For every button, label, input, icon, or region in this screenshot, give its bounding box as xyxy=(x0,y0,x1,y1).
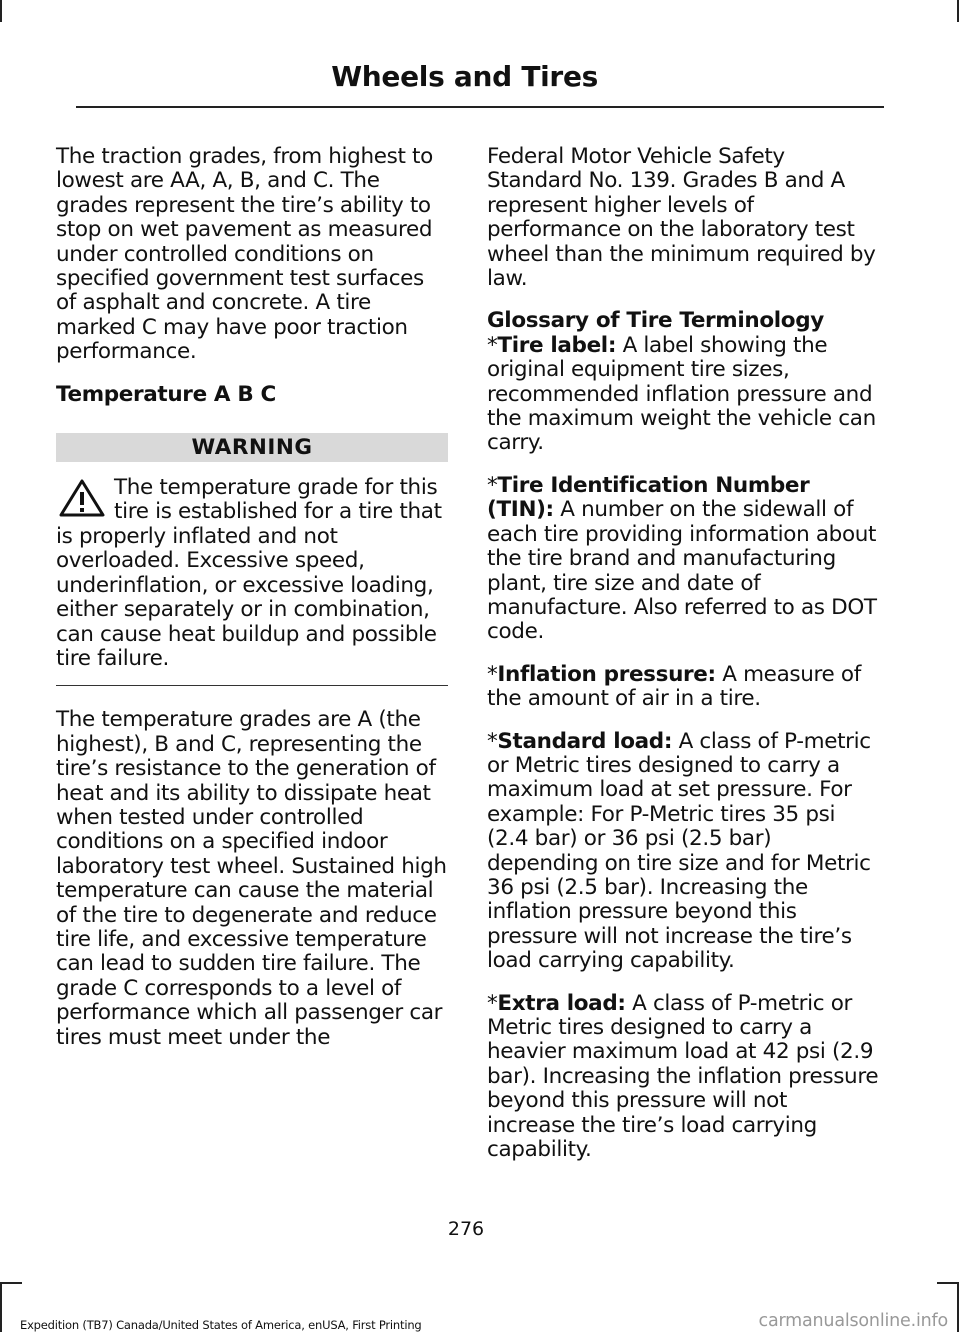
glossary-item xyxy=(487,334,879,456)
glossary-definition: A class of P-metric or Metric tires designed to carry a heavier maximum load at 42 psi (2.9 bar). Increasing the inflation pressure beyond this pressure will not increase the tire’s load carrying capability. xyxy=(487,990,879,1163)
glossary-definition: A label showing the original equipment tire sizes, recommended inflation pressure and the maximum weight the vehicle can carry. xyxy=(487,332,876,456)
glossary-term: Inflation pressure: xyxy=(497,661,716,687)
glossary-item xyxy=(487,730,879,974)
crop-mark xyxy=(0,1282,2,1332)
header-divider xyxy=(76,106,884,108)
page-number: 276 xyxy=(447,1218,485,1240)
watermark[interactable]: carmanualsonline.info xyxy=(758,1311,948,1331)
glossary-prefix: * xyxy=(487,332,498,358)
temperature-paragraph: The temperature grades are A (the highest), B and C, representing the tire’s resistance to the generation of heat and its ability to dissipate heat when tested under controlled conditions on a specified indoor laboratory test wheel. Sustained high temperature can cause the material of the tire to degenerate and reduce tire life, and excessive temperature can lead to sudden tire failure. The grade C corresponds to a level of performance which all passenger car tires must meet under the xyxy=(56,707,447,1050)
right-column xyxy=(487,145,879,1180)
glossary-prefix: * xyxy=(487,990,498,1016)
traction-paragraph: The traction grades, from highest to lowest are AA, A, B, and C. The grades represent the tire’s ability to stop on wet pavement as measured under controlled conditions on specified government test surfaces of asphalt and concrete. A tire marked C may have poor traction performance. xyxy=(56,144,433,365)
warning-divider xyxy=(56,685,448,686)
glossary-item xyxy=(487,992,879,1163)
crop-mark xyxy=(0,1282,22,1284)
glossary-prefix: * xyxy=(487,661,498,687)
glossary-term: Standard load: xyxy=(497,728,673,754)
glossary-prefix: * xyxy=(487,472,498,498)
glossary-definition: A class of P-metric or Metric tires designed to carry a maximum load at set pressure. For example: For P-Metric tires 35 psi (2.4 bar) or 36 psi (2.5 bar) depending on tire size and for Metric 36 psi (2.5 bar). Increasing the inflation pressure beyond this pressure will not increase the tire’s load carrying capability. xyxy=(487,728,871,974)
page-title: Wheels and Tires xyxy=(331,60,598,93)
glossary-term: Tire label: xyxy=(497,332,617,358)
glossary-definition: A measure of the amount of air in a tire. xyxy=(487,661,861,712)
crop-mark xyxy=(937,1282,959,1284)
crop-mark xyxy=(0,0,2,22)
warning-banner: WARNING xyxy=(56,433,448,462)
glossary-definition: A number on the sidewall of each tire providing information about the tire brand and manufacturing plant, tire size and date of manufacture. Also referred to as DOT code. xyxy=(487,497,877,645)
glossary-term: Extra load: xyxy=(497,990,626,1016)
warning-box xyxy=(56,476,448,671)
glossary-term: Tire Identification Number (TIN): xyxy=(487,472,810,523)
glossary-item xyxy=(487,663,879,712)
temperature-heading: Temperature A B C xyxy=(56,381,276,407)
left-column xyxy=(56,145,448,1050)
glossary-heading: Glossary of Tire Terminology xyxy=(487,308,824,334)
glossary-item xyxy=(487,474,879,645)
crop-mark xyxy=(957,1282,959,1332)
warning-text: The temperature grade for this tire is established for a tire that is properly inflated and not overloaded. Excessive speed, underinflation, or excessive loading, either separately or in combination, can cause heat buildup and possible tire failure. xyxy=(56,475,442,671)
crop-mark xyxy=(957,0,959,22)
footer-text: Expedition (TB7) Canada/United States of America, enUSA, First Printing xyxy=(20,1318,422,1332)
warning-triangle-icon xyxy=(58,478,106,518)
glossary-prefix: * xyxy=(487,728,498,754)
fmvss-paragraph: Federal Motor Vehicle Safety Standard No. 139. Grades B and A represent higher levels of performance on the laboratory test wheel than the minimum required by law. xyxy=(487,144,876,292)
